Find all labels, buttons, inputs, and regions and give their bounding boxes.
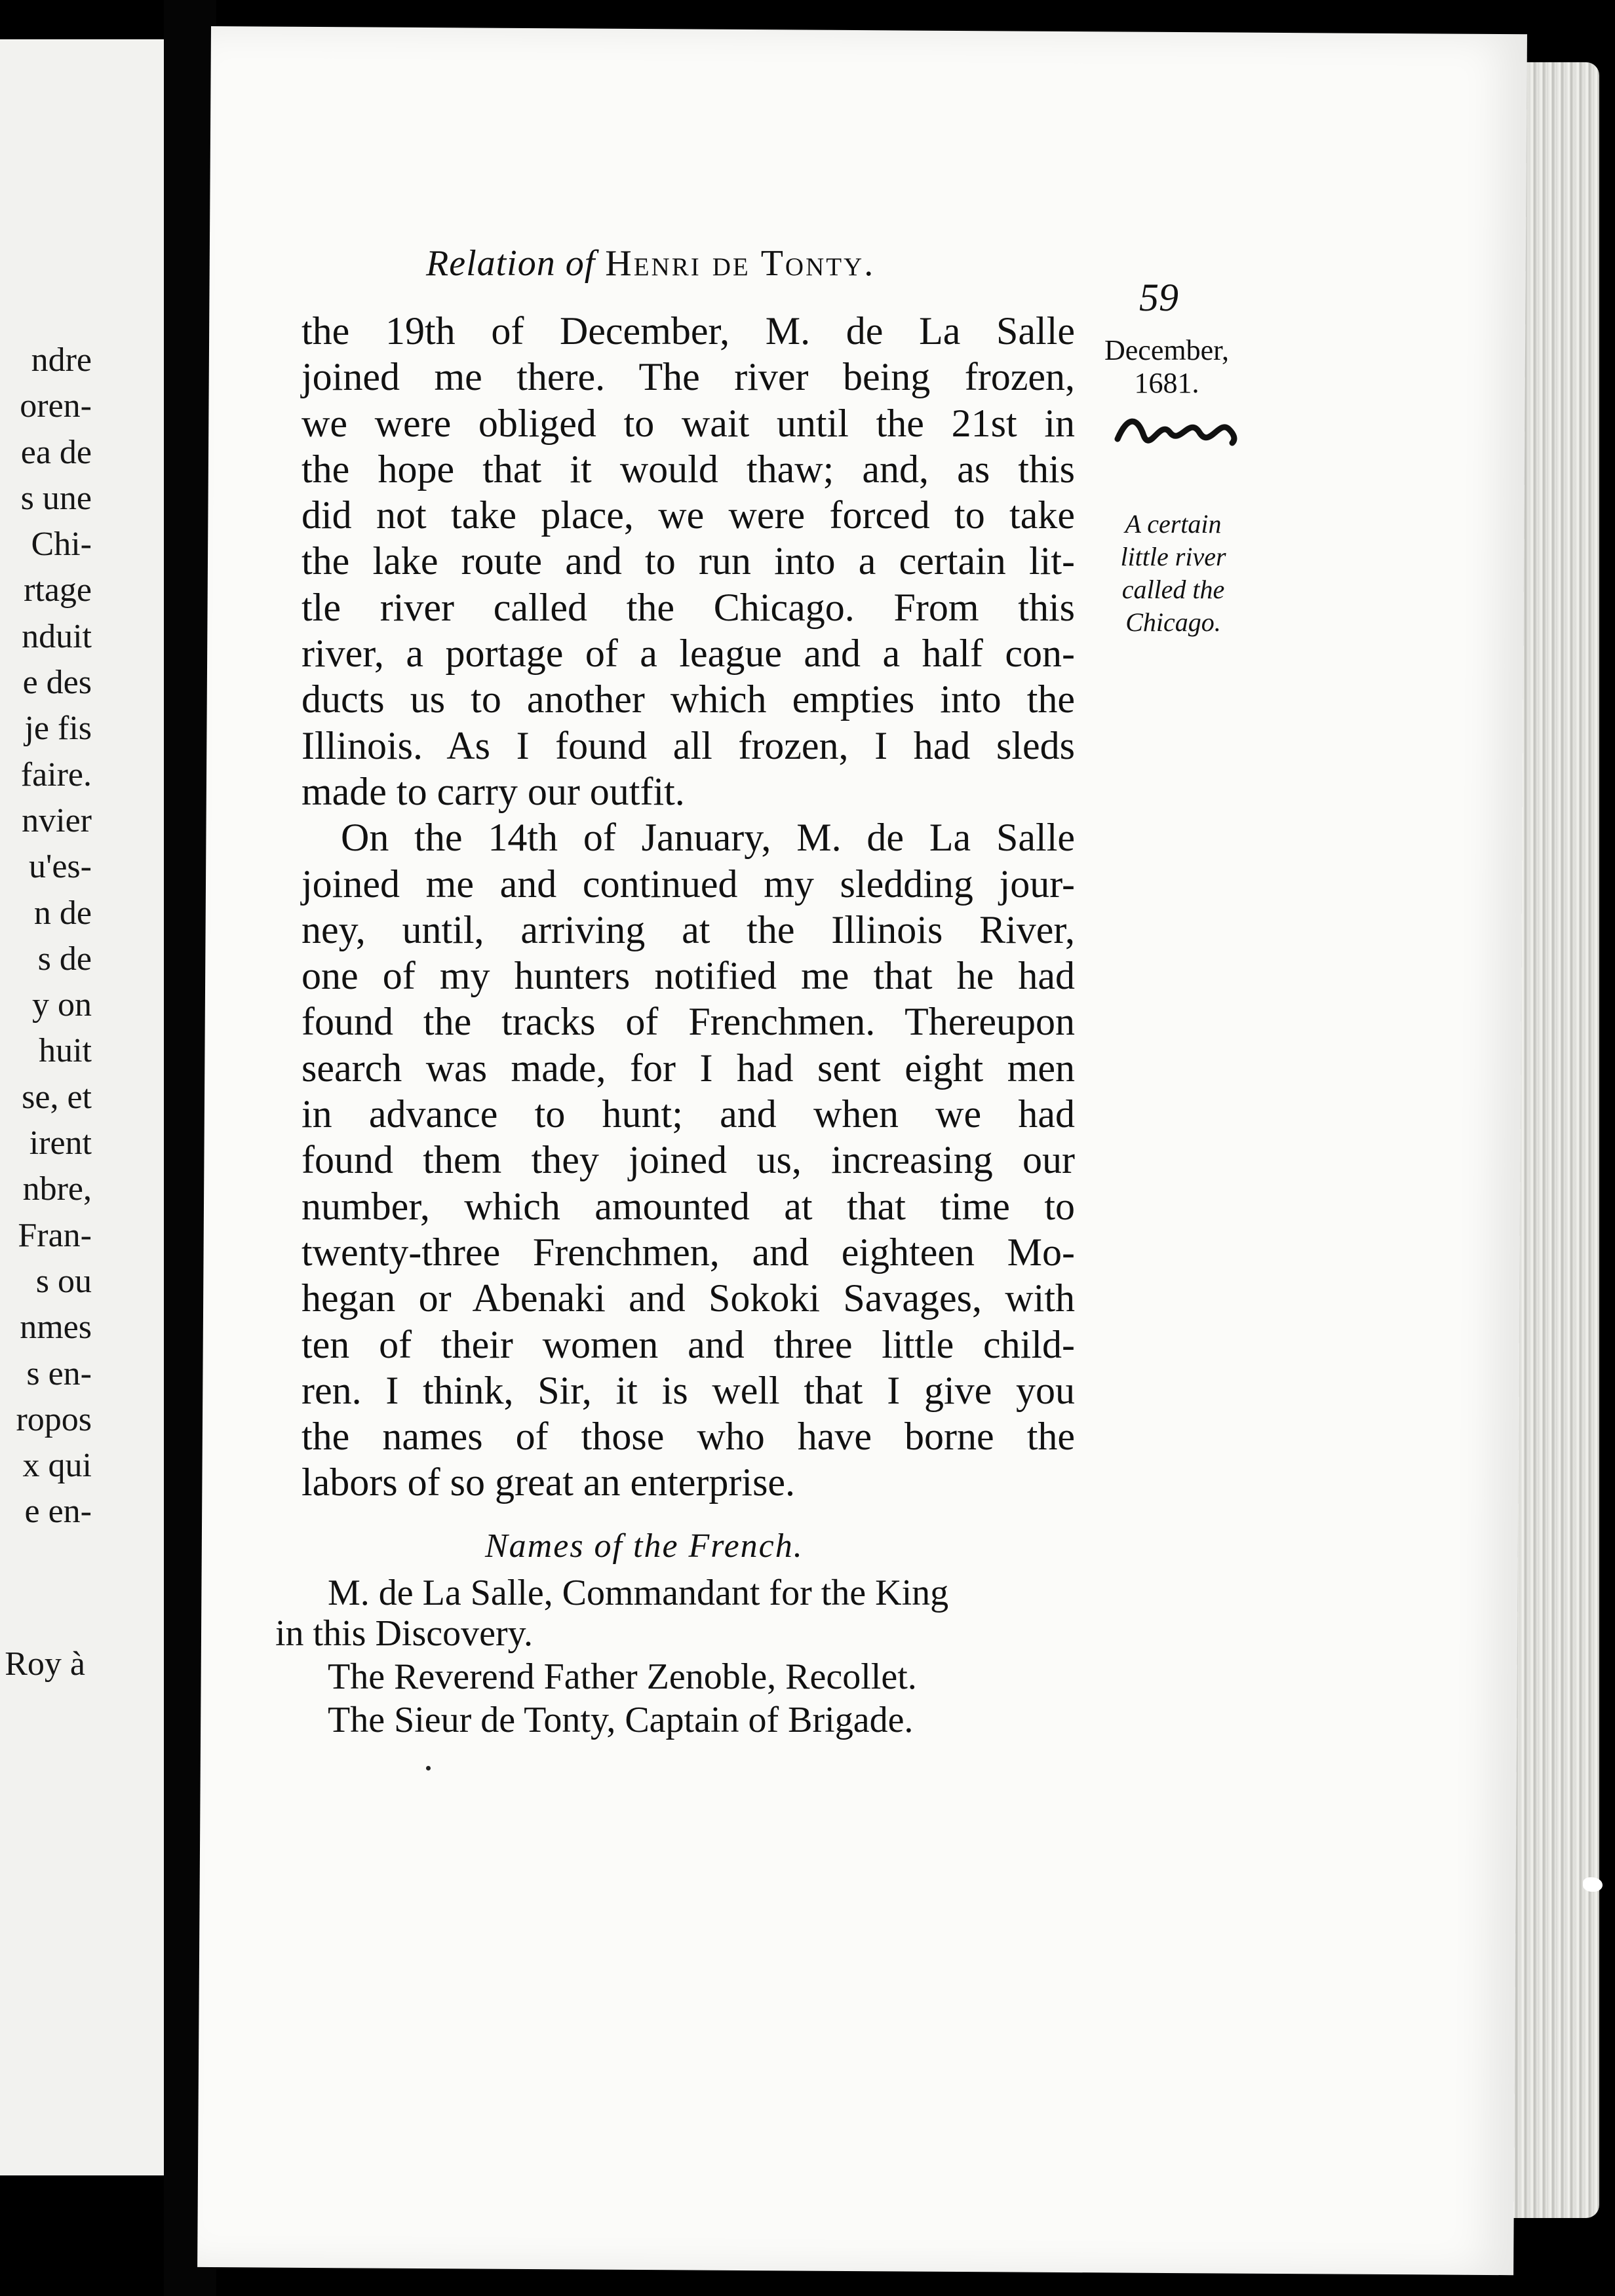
text-line: On the 14th of January, M. de La Salle: [341, 816, 1075, 860]
facing-page-edge-line: rtage: [24, 571, 92, 609]
facing-page-edge-line: e en-: [24, 1493, 92, 1531]
facing-page-edge-line: huit: [39, 1032, 92, 1070]
facing-page-edge-line: nvier: [22, 801, 92, 839]
text-line: number, which amounted at that time to: [302, 1184, 1075, 1228]
facing-page-edge-line: je fis: [24, 710, 92, 748]
text-line: ney, until, arriving at the Illinois River,: [302, 908, 1075, 951]
text-line: did not take place, we were forced to take: [302, 493, 1075, 537]
text-line: found them they joined us, increasing our: [302, 1138, 1075, 1182]
text-line: search was made, for I had sent eight men: [302, 1046, 1075, 1090]
ink-speck: [426, 1766, 431, 1770]
text-line: in advance to hunt; and when we had: [302, 1092, 1075, 1136]
facing-page-edge-line: n de: [33, 894, 92, 932]
flourish-ornament-icon: [1114, 413, 1239, 452]
facing-page-edge-line: irent: [29, 1124, 92, 1162]
text-line: one of my hunters notified me that he had: [302, 954, 1075, 998]
facing-page-edge-line: u'es-: [28, 848, 92, 886]
page-number: 59: [1139, 276, 1178, 319]
text-line: labors of so great an enterprise.: [302, 1461, 796, 1504]
name-entry-la-salle: [275, 1573, 1062, 1654]
text-line: joined me and continued my sledding jour-: [302, 862, 1075, 906]
text-line: found the tracks of Frenchmen. Thereupon: [302, 1000, 1075, 1044]
margin-date-year: 1681.: [1134, 367, 1199, 399]
facing-page-edge-line: x qui: [22, 1447, 92, 1485]
facing-page-edge-line: faire.: [20, 756, 92, 794]
margin-note-line: called the: [1121, 575, 1225, 604]
facing-page-edge-line: nbre,: [22, 1170, 92, 1208]
facing-page-edge-line: se, et: [22, 1078, 92, 1116]
facing-page-edge-line: Fran-: [18, 1216, 92, 1254]
margin-note-line: Chicago.: [1125, 607, 1221, 637]
text-line: ducts us to another which empties into the: [302, 678, 1075, 721]
margin-note-line: little river: [1120, 542, 1226, 571]
names-list: [275, 1573, 1062, 1740]
name-entry-tonty: The Sieur de Tonty, Captain of Brigade.: [328, 1700, 914, 1740]
facing-page-edge-line: s ou: [35, 1262, 92, 1300]
facing-page-edge-line: s une: [20, 479, 92, 517]
text-line: river, a portage of a league and a half con-: [302, 632, 1075, 676]
facing-page-edge-line: y on: [32, 986, 92, 1024]
paragraph-1: [302, 308, 1075, 814]
text-line: we were obliged to wait until the 21st in: [302, 401, 1075, 445]
margin-note-chicago: [1108, 508, 1239, 639]
paper-tear-mark: [1583, 1877, 1603, 1892]
running-head-relation: Relation of: [426, 243, 596, 284]
name-entry-zenoble: The Reverend Father Zenoble, Recollet.: [328, 1656, 917, 1697]
text-line: the hope that it would thaw; and, as this: [302, 447, 1075, 491]
facing-page-left: [0, 39, 164, 2175]
margin-date-month: December,: [1104, 334, 1229, 366]
facing-page-edge-line: ea de: [20, 433, 92, 471]
text-line: joined me there. The river being frozen,: [302, 355, 1075, 399]
name-entry-line: in this Discovery.: [275, 1613, 533, 1654]
facing-page-edge-line: nduit: [22, 617, 92, 655]
facing-page-edge-line: Chi-: [31, 526, 92, 564]
margin-note-line: A certain: [1125, 509, 1222, 539]
text-line: hegan or Abenaki and Sokoki Savages, with: [302, 1276, 1075, 1320]
margin-date-note: [1101, 334, 1232, 400]
text-line: ren. I think, Sir, it is well that I give you: [302, 1368, 1075, 1412]
facing-page-edge-line: ropos: [16, 1400, 92, 1438]
text-line: the 19th of December, M. de La Salle: [302, 309, 1075, 353]
facing-page-edge-text: [0, 337, 92, 1535]
text-line: the lake route and to run into a certain lit-: [302, 539, 1075, 583]
facing-page-edge-line: s de: [37, 940, 92, 978]
facing-page-edge-line: nmes: [20, 1309, 92, 1347]
names-section-heading: Names of the French.: [485, 1527, 804, 1565]
name-entry-line: M. de La Salle, Commandant for the King: [328, 1573, 949, 1613]
body-text: [302, 308, 1075, 1506]
facing-page-edge-line: s en-: [26, 1354, 92, 1392]
running-head: [426, 242, 875, 284]
text-line: ten of their women and three little child-: [302, 1322, 1075, 1366]
text-line: Illinois. As I found all frozen, I had sleds: [302, 723, 1075, 767]
paragraph-2: [302, 814, 1075, 1505]
text-line: twenty-three Frenchmen, and eighteen Mo-: [302, 1230, 1075, 1274]
facing-page-edge-line: oren-: [20, 387, 92, 425]
running-head-name: Henri de Tonty.: [605, 243, 876, 284]
text-line: tle river called the Chicago. From this: [302, 585, 1075, 629]
facing-page-edge-line: e des: [22, 664, 92, 702]
facing-page-bottom-line: Roy à: [5, 1645, 85, 1683]
facing-page-edge-line: ndre: [31, 341, 92, 379]
text-line: made to carry our outfit.: [302, 769, 685, 813]
text-line: the names of those who have borne the: [302, 1415, 1075, 1459]
